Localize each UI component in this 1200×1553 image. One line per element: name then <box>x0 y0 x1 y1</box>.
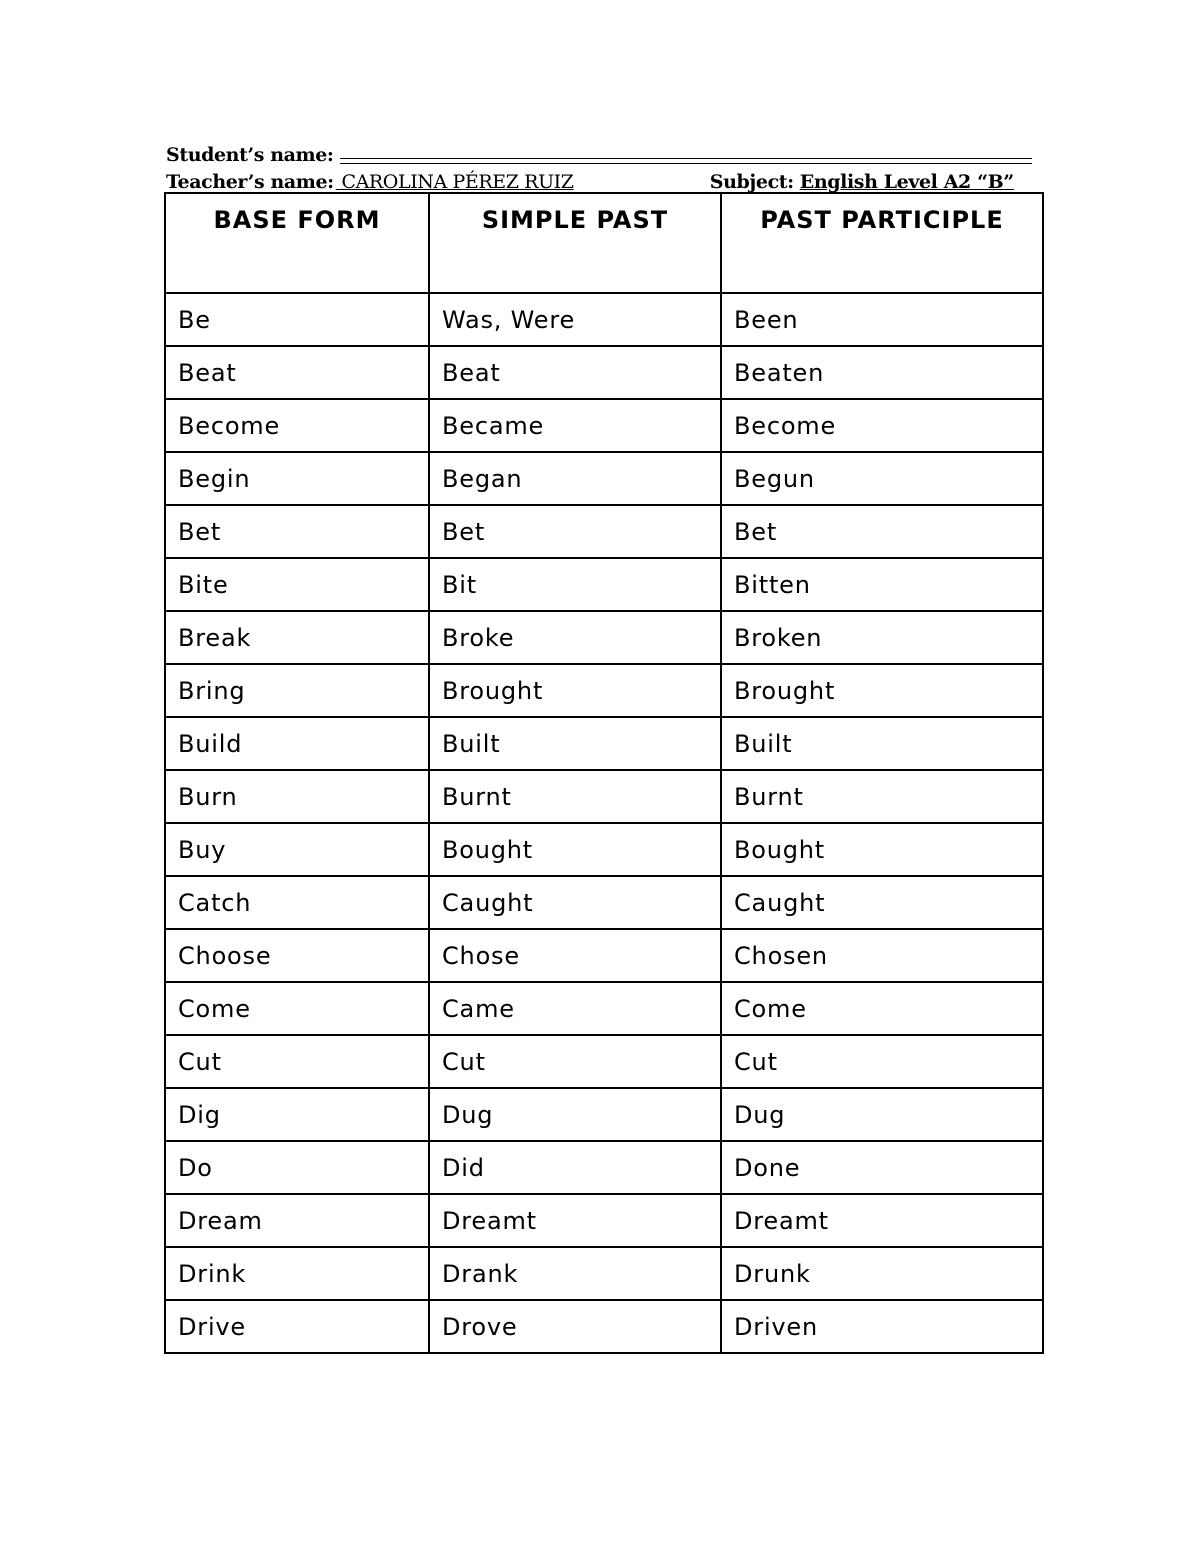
cell-base-form: Bite <box>165 558 429 611</box>
table-row <box>165 770 1043 823</box>
cell-simple-past: Broke <box>429 611 721 664</box>
table-row <box>165 876 1043 929</box>
cell-simple-past: Caught <box>429 876 721 929</box>
header-row <box>165 193 1043 293</box>
cell-base-form: Buy <box>165 823 429 876</box>
cell-past-participle: Drunk <box>721 1247 1043 1300</box>
table-row <box>165 717 1043 770</box>
cell-simple-past: Was, Were <box>429 293 721 346</box>
table-row <box>165 982 1043 1035</box>
table-row <box>165 1035 1043 1088</box>
table-row <box>165 346 1043 399</box>
student-name-line <box>166 140 1032 166</box>
cell-simple-past: Dreamt <box>429 1194 721 1247</box>
cell-past-participle: Built <box>721 717 1043 770</box>
student-name-blank[interactable] <box>340 158 1032 164</box>
cell-simple-past: Cut <box>429 1035 721 1088</box>
cell-simple-past: Did <box>429 1141 721 1194</box>
table-row <box>165 929 1043 982</box>
cell-base-form: Choose <box>165 929 429 982</box>
cell-simple-past: Became <box>429 399 721 452</box>
subject-label: Subject: <box>709 171 794 193</box>
cell-simple-past: Came <box>429 982 721 1035</box>
cell-past-participle: Done <box>721 1141 1043 1194</box>
cell-past-participle: Broken <box>721 611 1043 664</box>
cell-past-participle: Bought <box>721 823 1043 876</box>
table-row <box>165 399 1043 452</box>
cell-past-participle: Dreamt <box>721 1194 1043 1247</box>
cell-base-form: Build <box>165 717 429 770</box>
cell-base-form: Be <box>165 293 429 346</box>
cell-simple-past: Dug <box>429 1088 721 1141</box>
cell-simple-past: Built <box>429 717 721 770</box>
cell-past-participle: Beaten <box>721 346 1043 399</box>
cell-past-participle: Caught <box>721 876 1043 929</box>
cell-past-participle: Bitten <box>721 558 1043 611</box>
cell-base-form: Drive <box>165 1300 429 1353</box>
cell-base-form: Break <box>165 611 429 664</box>
document-header <box>166 140 1032 193</box>
cell-base-form: Become <box>165 399 429 452</box>
table-row <box>165 452 1043 505</box>
cell-base-form: Bring <box>165 664 429 717</box>
cell-base-form: Dig <box>165 1088 429 1141</box>
cell-base-form: Begin <box>165 452 429 505</box>
cell-simple-past: Bet <box>429 505 721 558</box>
table-row <box>165 293 1043 346</box>
cell-past-participle: Begun <box>721 452 1043 505</box>
table-row <box>165 611 1043 664</box>
table-row <box>165 1247 1043 1300</box>
cell-simple-past: Drank <box>429 1247 721 1300</box>
cell-simple-past: Drove <box>429 1300 721 1353</box>
cell-base-form: Dream <box>165 1194 429 1247</box>
cell-simple-past: Bought <box>429 823 721 876</box>
table-row <box>165 1300 1043 1353</box>
cell-simple-past: Burnt <box>429 770 721 823</box>
cell-past-participle: Dug <box>721 1088 1043 1141</box>
column-header-simple-past: SIMPLE PAST <box>429 193 721 293</box>
table-row <box>165 1088 1043 1141</box>
cell-past-participle: Been <box>721 293 1043 346</box>
cell-simple-past: Began <box>429 452 721 505</box>
cell-past-participle: Come <box>721 982 1043 1035</box>
table-row <box>165 664 1043 717</box>
cell-past-participle: Brought <box>721 664 1043 717</box>
cell-simple-past: Brought <box>429 664 721 717</box>
cell-base-form: Beat <box>165 346 429 399</box>
cell-base-form: Catch <box>165 876 429 929</box>
cell-past-participle: Driven <box>721 1300 1043 1353</box>
cell-past-participle: Cut <box>721 1035 1043 1088</box>
teacher-name-value <box>334 171 710 193</box>
table-body <box>165 293 1043 1353</box>
cell-simple-past: Bit <box>429 558 721 611</box>
cell-past-participle: Chosen <box>721 929 1043 982</box>
teacher-name-text: CAROLINA PÉREZ RUIZ <box>341 171 574 193</box>
irregular-verbs-table <box>164 192 1044 1354</box>
student-name-label: Student’s name: <box>166 144 334 166</box>
table-row <box>165 1141 1043 1194</box>
cell-past-participle: Burnt <box>721 770 1043 823</box>
cell-base-form: Come <box>165 982 429 1035</box>
cell-base-form: Burn <box>165 770 429 823</box>
table-header <box>165 193 1043 293</box>
column-header-base-form: BASE FORM <box>165 193 429 293</box>
table-row <box>165 505 1043 558</box>
cell-simple-past: Beat <box>429 346 721 399</box>
cell-past-participle: Bet <box>721 505 1043 558</box>
column-header-past-participle: PAST PARTICIPLE <box>721 193 1043 293</box>
cell-simple-past: Chose <box>429 929 721 982</box>
table-row <box>165 823 1043 876</box>
subject-value: English Level A2 “B” <box>799 171 1014 193</box>
cell-base-form: Do <box>165 1141 429 1194</box>
teacher-name-label: Teacher’s name: <box>166 171 334 193</box>
cell-base-form: Cut <box>165 1035 429 1088</box>
cell-base-form: Drink <box>165 1247 429 1300</box>
table-row <box>165 1194 1043 1247</box>
cell-base-form: Bet <box>165 505 429 558</box>
table-row <box>165 558 1043 611</box>
cell-past-participle: Become <box>721 399 1043 452</box>
teacher-subject-line <box>166 166 1032 193</box>
